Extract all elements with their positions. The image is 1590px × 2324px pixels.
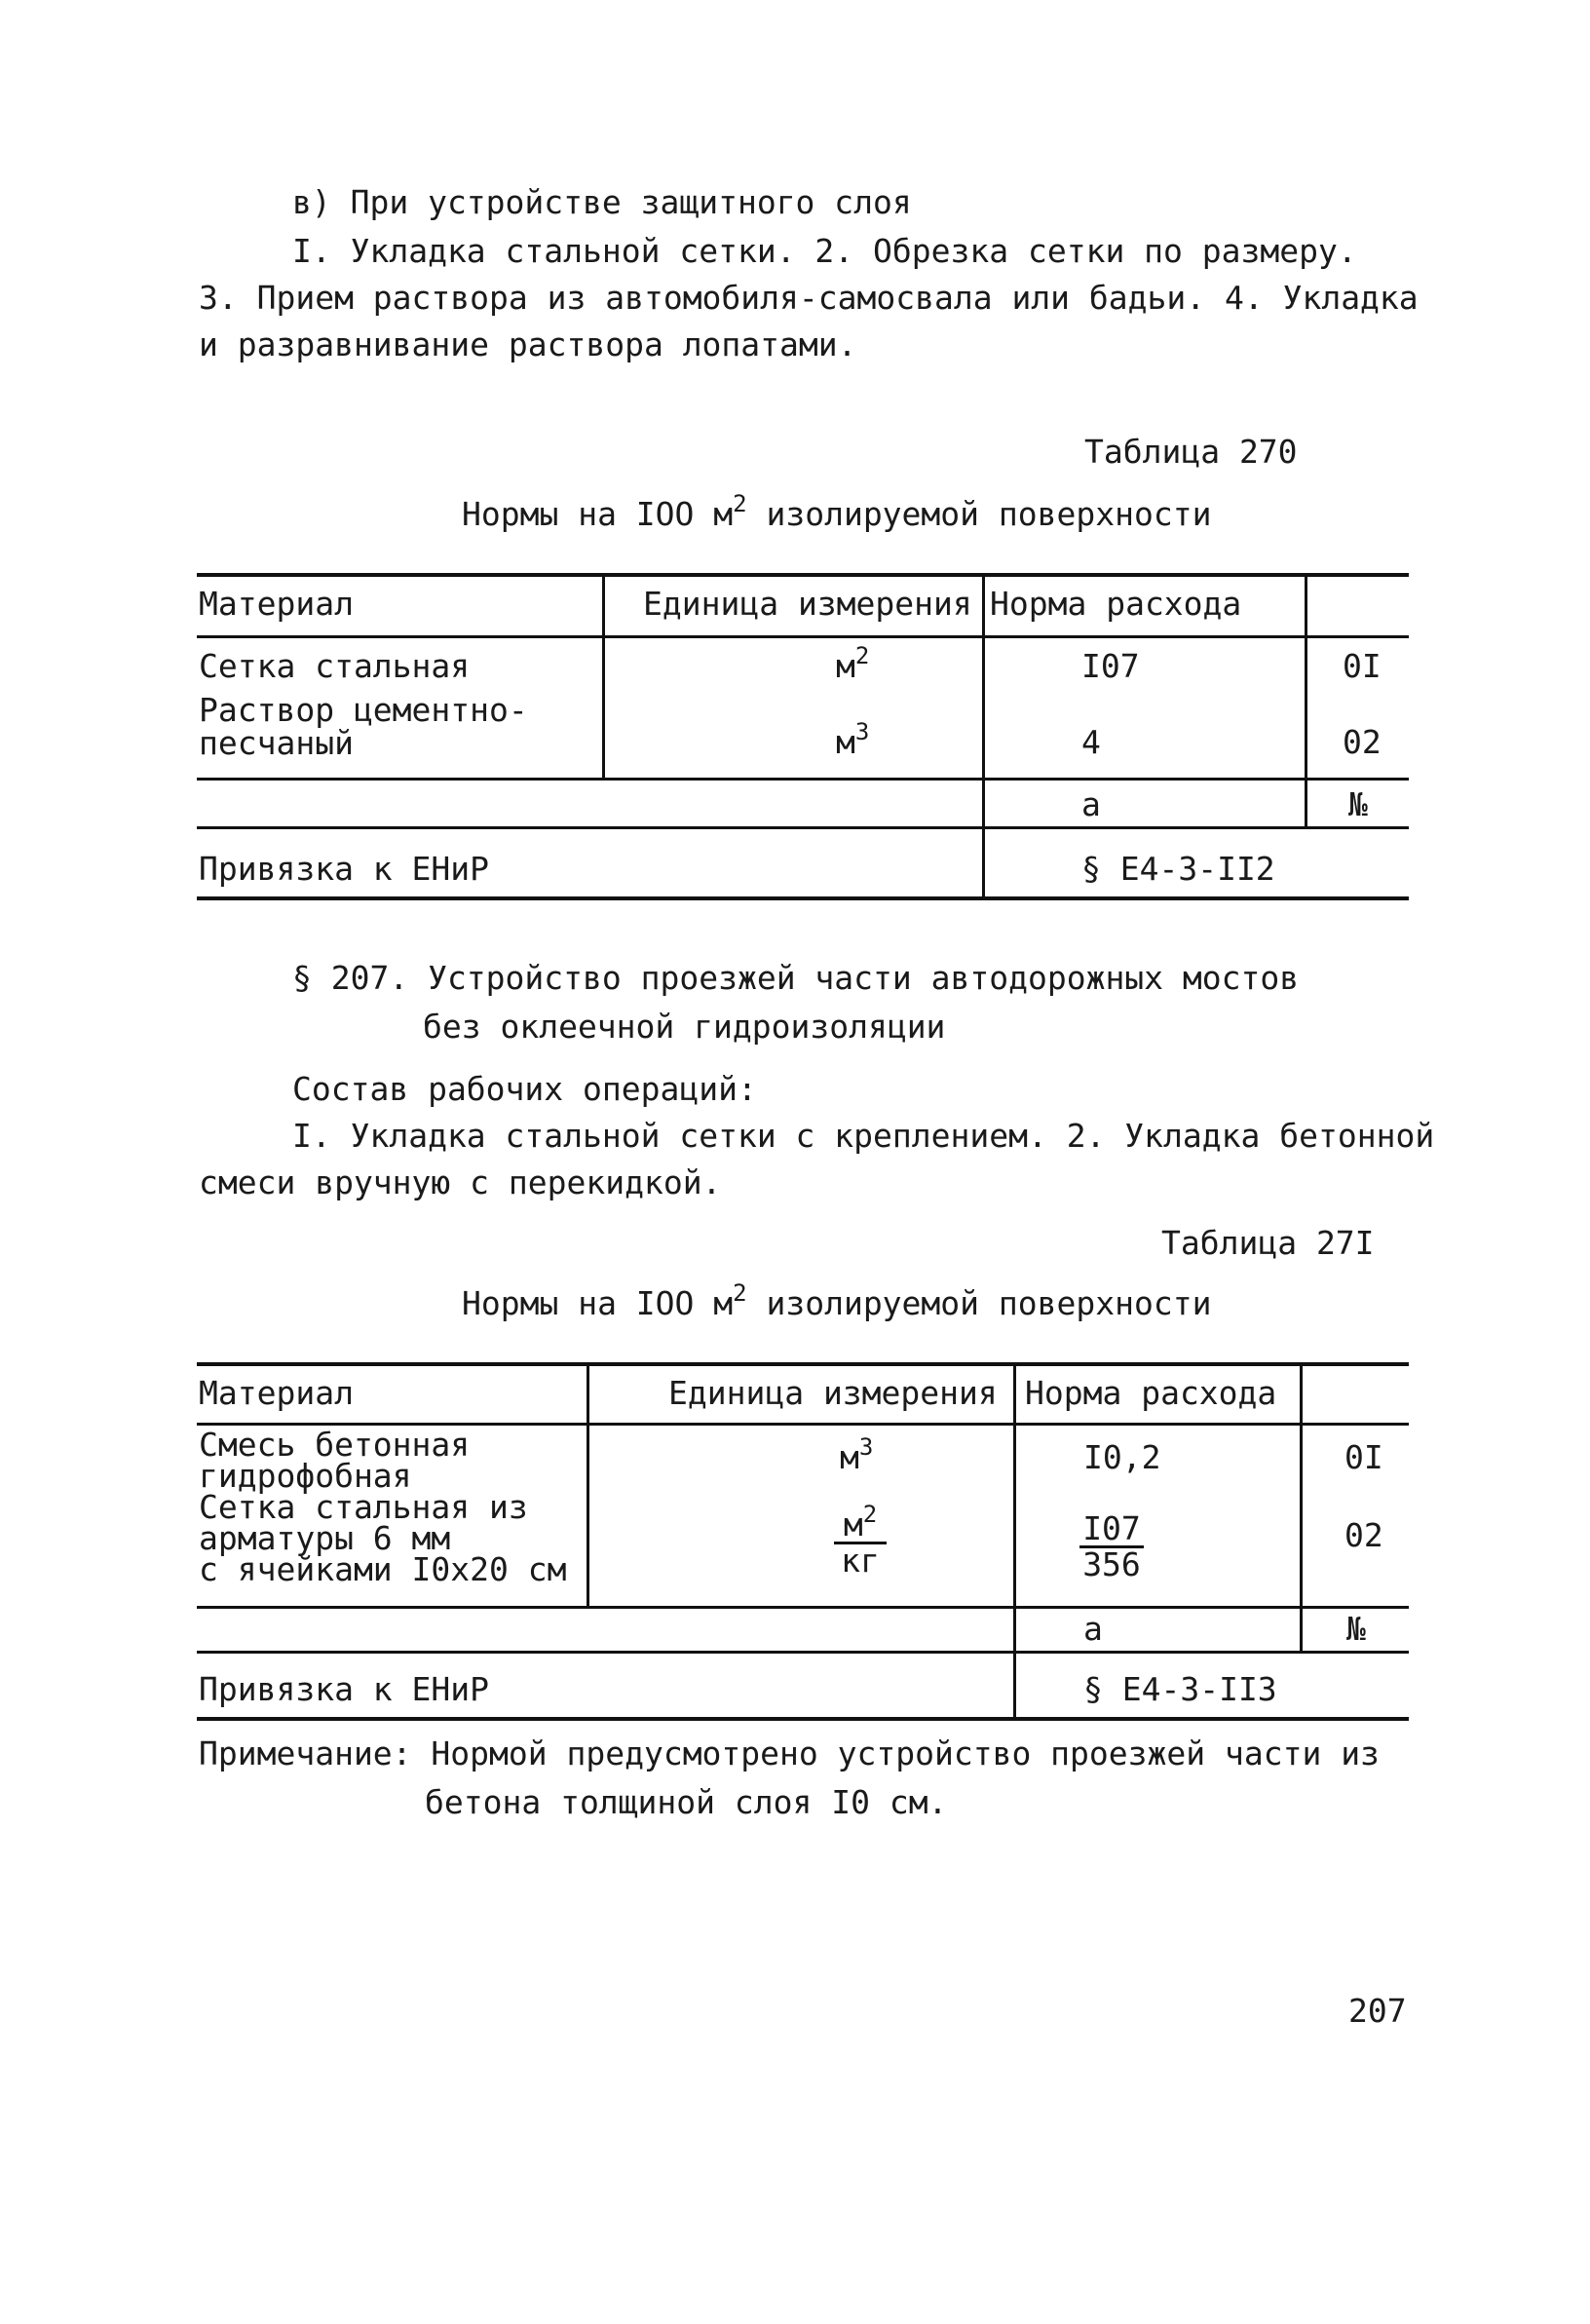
- page-number: 207: [1348, 1992, 1407, 2030]
- intro-heading: в) При устройстве защитного слоя: [292, 183, 912, 221]
- intro-line-3: и разравнивание раствора лопатами.: [199, 325, 857, 363]
- t271-row1-material-2: гидрофобная: [199, 1457, 412, 1495]
- section-207-ops-line-1: I. Укладка стальной сетки с креплением. 2. Укладка бетонной: [292, 1117, 1435, 1155]
- section-207-title-1: § 207. Устройство проезжей части автодорожных мостов: [292, 959, 1300, 997]
- t271-row1-unit: $м^3$: [840, 1433, 874, 1476]
- t270-row2-material-1: Раствор цементно-: [199, 691, 528, 729]
- intro-line-1: I. Укладка стальной сетки. 2. Обрезка сетки по размеру.: [292, 232, 1357, 270]
- t271-header-material: Материал: [199, 1374, 354, 1412]
- intro-line-2: 3. Прием раствора из автомобиля-самосвала или бадьи. 4. Укладка: [199, 279, 1419, 317]
- t270-header-norm: Норма расхода: [990, 585, 1242, 623]
- t270-col-no: №: [1348, 785, 1368, 823]
- table-271-caption: Нормы на IOO $м^2$ изолируемой поверхности: [462, 1279, 1212, 1322]
- section-207-title-2: без оклеечной гидроизоляции: [423, 1008, 946, 1046]
- t270-binding-label: Привязка к ЕНиР: [199, 850, 490, 888]
- note-line-1: Примечание: Нормой предусмотрено устройство проезжей части из: [199, 1734, 1380, 1772]
- note-line-2: бетона толщиной слоя I0 см.: [425, 1783, 948, 1821]
- t271-col-no: №: [1346, 1610, 1366, 1648]
- table-270-caption: Нормы на IOO $м^2$ изолируемой поверхности: [462, 490, 1212, 533]
- t270-header-material: Материал: [199, 585, 354, 623]
- t271-row2-code: 02: [1344, 1516, 1383, 1554]
- t271-binding-value: § Е4-3-II3: [1083, 1670, 1277, 1708]
- section-207-ops-heading: Состав рабочих операций:: [292, 1070, 757, 1108]
- t271-col-a: а: [1083, 1610, 1103, 1648]
- table-271-label: Таблица 27I: [1161, 1224, 1375, 1262]
- t270-row2-code: 02: [1343, 723, 1382, 761]
- t271-row2-material-2: арматуры 6 мм: [199, 1519, 451, 1557]
- t271-header-norm: Норма расхода: [1025, 1374, 1277, 1412]
- t270-row1-unit: $м^2$: [836, 642, 870, 685]
- t271-row2-material-1: Сетка стальная из: [199, 1488, 528, 1526]
- t270-row2-unit: $м^3$: [836, 718, 870, 761]
- t271-row2-material-3: с ячейками I0х20 см: [199, 1550, 567, 1588]
- t271-binding-label: Привязка к ЕНиР: [199, 1670, 490, 1708]
- t270-row1-code: 0I: [1343, 647, 1382, 685]
- t271-header-unit: Единица измерения: [668, 1374, 998, 1412]
- t271-row2-norm: $\frac{I07}{356}$: [1079, 1512, 1144, 1581]
- t270-binding-value: § Е4-3-II2: [1081, 850, 1275, 888]
- t270-row1-material: Сетка стальная: [199, 647, 471, 685]
- t270-col-a: а: [1081, 785, 1101, 823]
- t270-row2-norm: 4: [1081, 723, 1101, 761]
- t271-row1-norm: I0,2: [1083, 1438, 1161, 1476]
- table-270-label: Таблица 270: [1084, 433, 1298, 471]
- t271-row1-material-1: Смесь бетонная: [199, 1426, 471, 1464]
- t271-row1-code: 0I: [1344, 1438, 1383, 1476]
- t270-row1-norm: I07: [1081, 647, 1140, 685]
- t271-row2-unit: $м^2$ кг: [834, 1508, 887, 1578]
- section-207-ops-line-2: смеси вручную с перекидкой.: [199, 1163, 722, 1201]
- t270-row2-material-2: песчаный: [199, 724, 354, 762]
- t270-header-unit: Единица измерения: [643, 585, 972, 623]
